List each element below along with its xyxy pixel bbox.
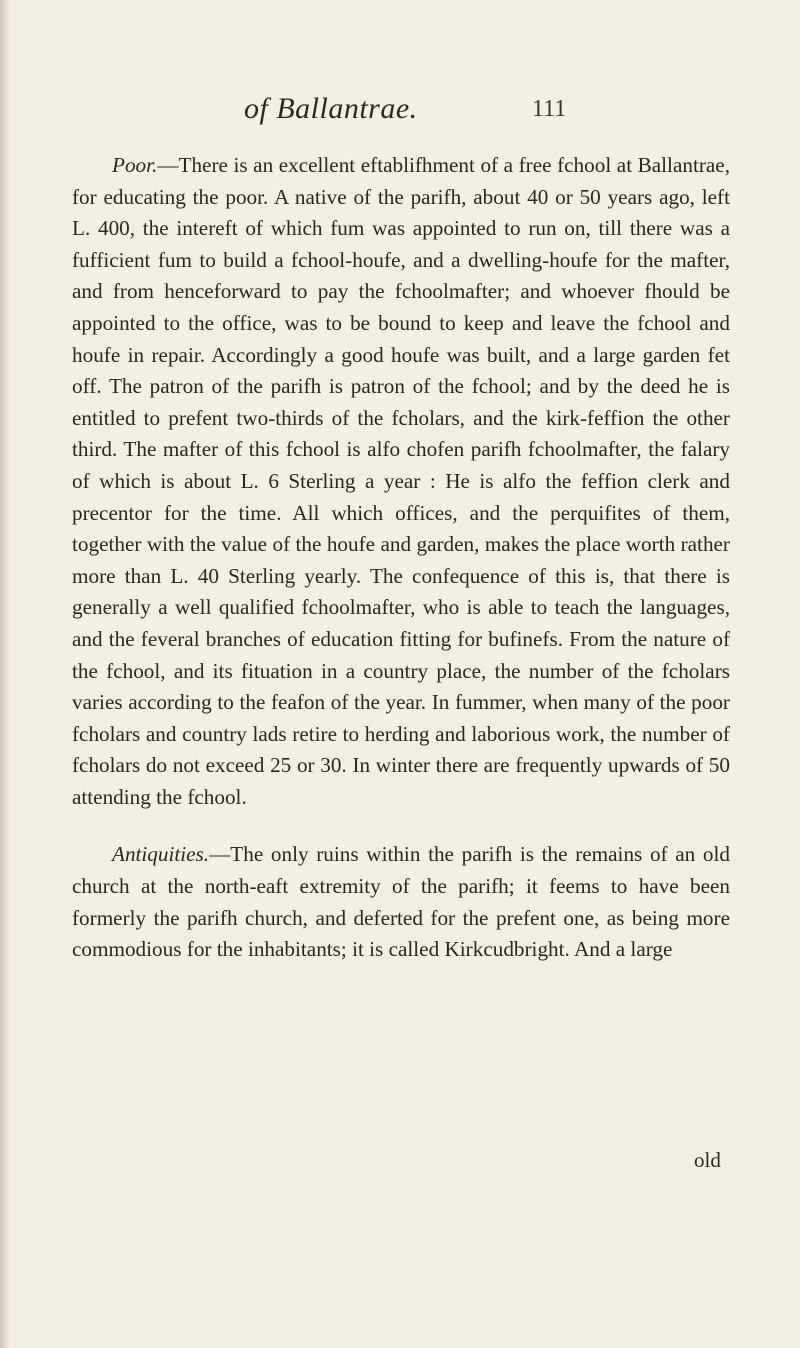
body-text bbox=[72, 150, 730, 966]
catchword: old bbox=[694, 1148, 721, 1172]
page-edge-shadow bbox=[0, 0, 10, 1348]
paragraph-text-poor: —There is an excellent eftablifhment of a free fchool at Ballantrae, for educating the poor. A native of the parifh, about 40 or 50 years ago, left L. 400, the intereft of which fum was appointed to run on, till there was a fufficient fum to build a fchool-houfe, and a dwelling-houfe for the mafter, and from henceforward to pay the fchoolmafter; and whoever fhould be appointed to the office, was to be bound to keep and leave the fchool and houfe in repair. Accordingly a good houfe was built, and a large garden fet off. The patron of the parifh is patron of the fchool; and by the deed he is entitled to prefent two-thirds of the fcholars, and the kirk-feffion the other third. The mafter of this fchool is alfo chofen parifh fchoolmafter, the falary of which is about L. 6 Sterling a year : He is alfo the feffion clerk and precentor for the time. All which offices, and the perquifites of them, together with the value of the houfe and garden, makes the place worth rather more than L. 40 Sterling yearly. The confequence of this is, that there is generally a well qualified fchoolmafter, who is able to teach the languages, and the feveral branches of education fitting for bufinefs. From the nature of the fchool, and its fituation in a country place, the number of the fcholars varies according to the feafon of the year. In fummer, when many of the poor fcholars and country lads retire to herding and laborious work, the number of fcholars do not exceed 25 or 30. In winter there are frequently upwards of 50 attending the fchool. bbox=[72, 153, 730, 809]
paragraph-poor bbox=[72, 150, 730, 813]
section-heading-antiquities: Antiquities. bbox=[112, 842, 210, 867]
paragraph-text-antiquities: —The only ruins within the parifh is the remains of an old church at the north-eaft extremity of the parifh; it feems to have been formerly the parifh church, and deferted for the prefent one, as being more commodious for the inhabitants; it is called Kirkcudbright. And a large bbox=[72, 842, 730, 962]
paragraph-antiquities bbox=[72, 839, 730, 965]
running-title: of Ballantrae. bbox=[244, 92, 418, 125]
page-number: 111 bbox=[532, 96, 567, 122]
page-header bbox=[0, 92, 800, 132]
section-heading-poor: Poor. bbox=[112, 153, 158, 177]
